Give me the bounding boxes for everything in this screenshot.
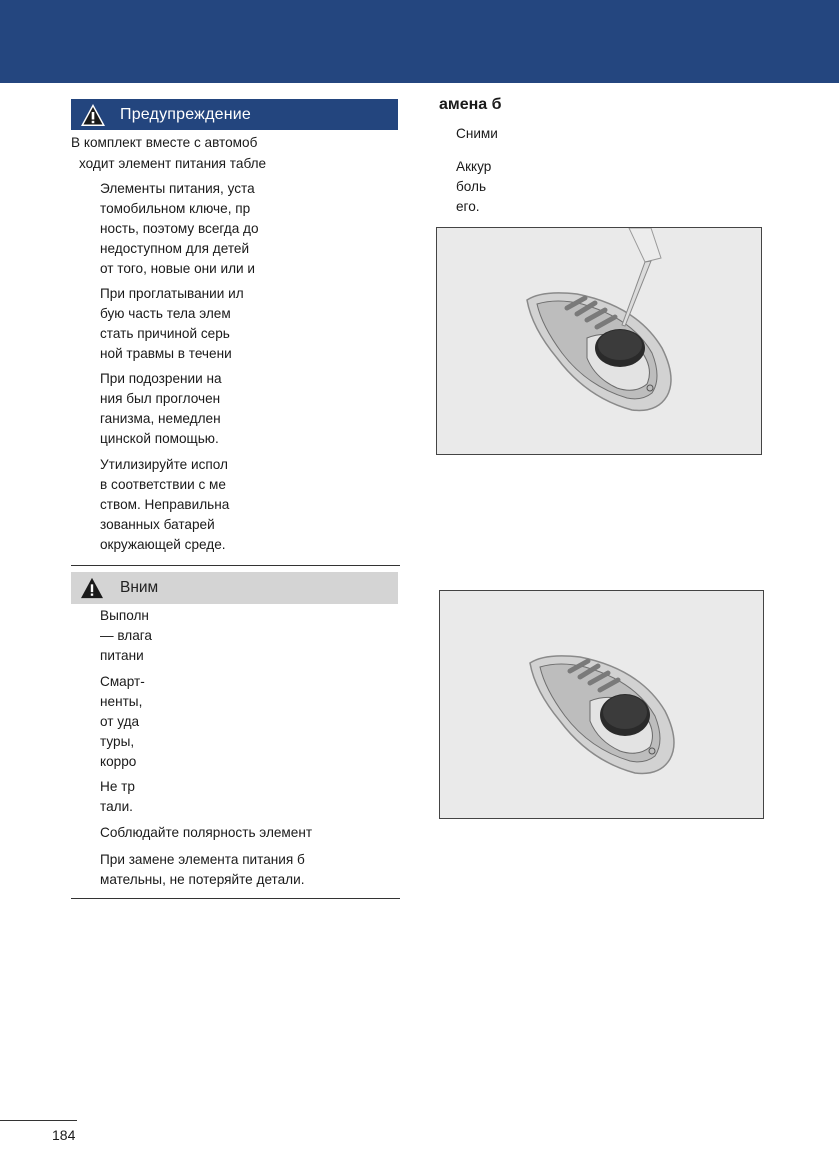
caution-title: Вним: [120, 579, 159, 596]
text-line: от уда: [100, 714, 140, 729]
warning-paragraph-4: [100, 455, 229, 555]
key-fob-illustration: [440, 591, 763, 818]
text-line: тали.: [100, 799, 133, 814]
text-line: от того, новые они или и: [100, 261, 255, 276]
text-line: питани: [100, 648, 144, 663]
caution-paragraph-4: [100, 823, 312, 843]
text-line: окружающей среде.: [100, 537, 226, 552]
text-line: При проглатывании ил: [100, 286, 244, 301]
text-line: В комплект вместе с автомоб: [71, 135, 258, 150]
text-line: зованных батарей: [100, 517, 215, 532]
text-line: Аккур: [456, 159, 492, 174]
text-line: корро: [100, 754, 137, 769]
text-line: бую часть тела элем: [100, 306, 231, 321]
caution-paragraph-3: [100, 777, 135, 817]
text-line: мательны, не потеряйте детали.: [100, 872, 305, 887]
caution-paragraph-5: [100, 850, 305, 890]
text-line: боль: [456, 179, 487, 194]
footer-divider: [0, 1120, 77, 1121]
divider: [71, 898, 400, 899]
text-line: ходит элемент питания табле: [79, 156, 267, 171]
text-line: При подозрении на: [100, 371, 222, 386]
caution-paragraph-1: [100, 606, 152, 666]
text-line: Соблюдайте полярность элемент: [100, 825, 313, 840]
warning-intro: [71, 132, 286, 174]
text-line: стать причиной серь: [100, 326, 230, 341]
step-1: [456, 124, 498, 144]
page-number: 184: [52, 1127, 76, 1143]
warning-header: [71, 99, 398, 130]
warning-paragraph-1: [100, 179, 259, 279]
text-line: ством. Неправильна: [100, 497, 230, 512]
text-line: Не тр: [100, 779, 135, 794]
warning-paragraph-2: [100, 284, 244, 364]
key-fob-illustration: [437, 228, 761, 454]
text-line: туры,: [100, 734, 135, 749]
top-banner: [0, 0, 839, 83]
caution-paragraph-2: [100, 672, 145, 772]
caution-header: [71, 572, 398, 604]
text-line: Смарт-: [100, 674, 145, 689]
text-line: в соответствии с ме: [100, 477, 226, 492]
figure-battery-housing: [439, 590, 764, 819]
text-line: цинской помощью.: [100, 431, 219, 446]
section-title: амена б: [439, 96, 502, 113]
warning-triangle-icon: [80, 103, 106, 127]
warning-triangle-icon: [80, 577, 104, 599]
step-2: [456, 157, 491, 217]
text-line: Утилизируйте испол: [100, 457, 228, 472]
figure-battery-removal: [436, 227, 762, 455]
warning-paragraph-3: [100, 369, 222, 449]
text-line: Сними: [456, 126, 498, 141]
text-line: — влага: [100, 628, 152, 643]
text-line: ганизма, немедлен: [100, 411, 221, 426]
text-line: ной травмы в течени: [100, 346, 232, 361]
text-line: его.: [456, 199, 480, 214]
text-line: недоступном для детей: [100, 241, 250, 256]
text-line: томобильном ключе, пр: [100, 201, 251, 216]
text-line: При замене элемента питания б: [100, 852, 305, 867]
warning-title: Предупреждение: [120, 105, 251, 123]
divider: [71, 565, 400, 566]
text-line: ненты,: [100, 694, 143, 709]
text-line: Выполн: [100, 608, 149, 623]
text-line: Элементы питания, уста: [100, 181, 255, 196]
text-line: ния был проглочен: [100, 391, 221, 406]
text-line: ность, поэтому всегда до: [100, 221, 259, 236]
